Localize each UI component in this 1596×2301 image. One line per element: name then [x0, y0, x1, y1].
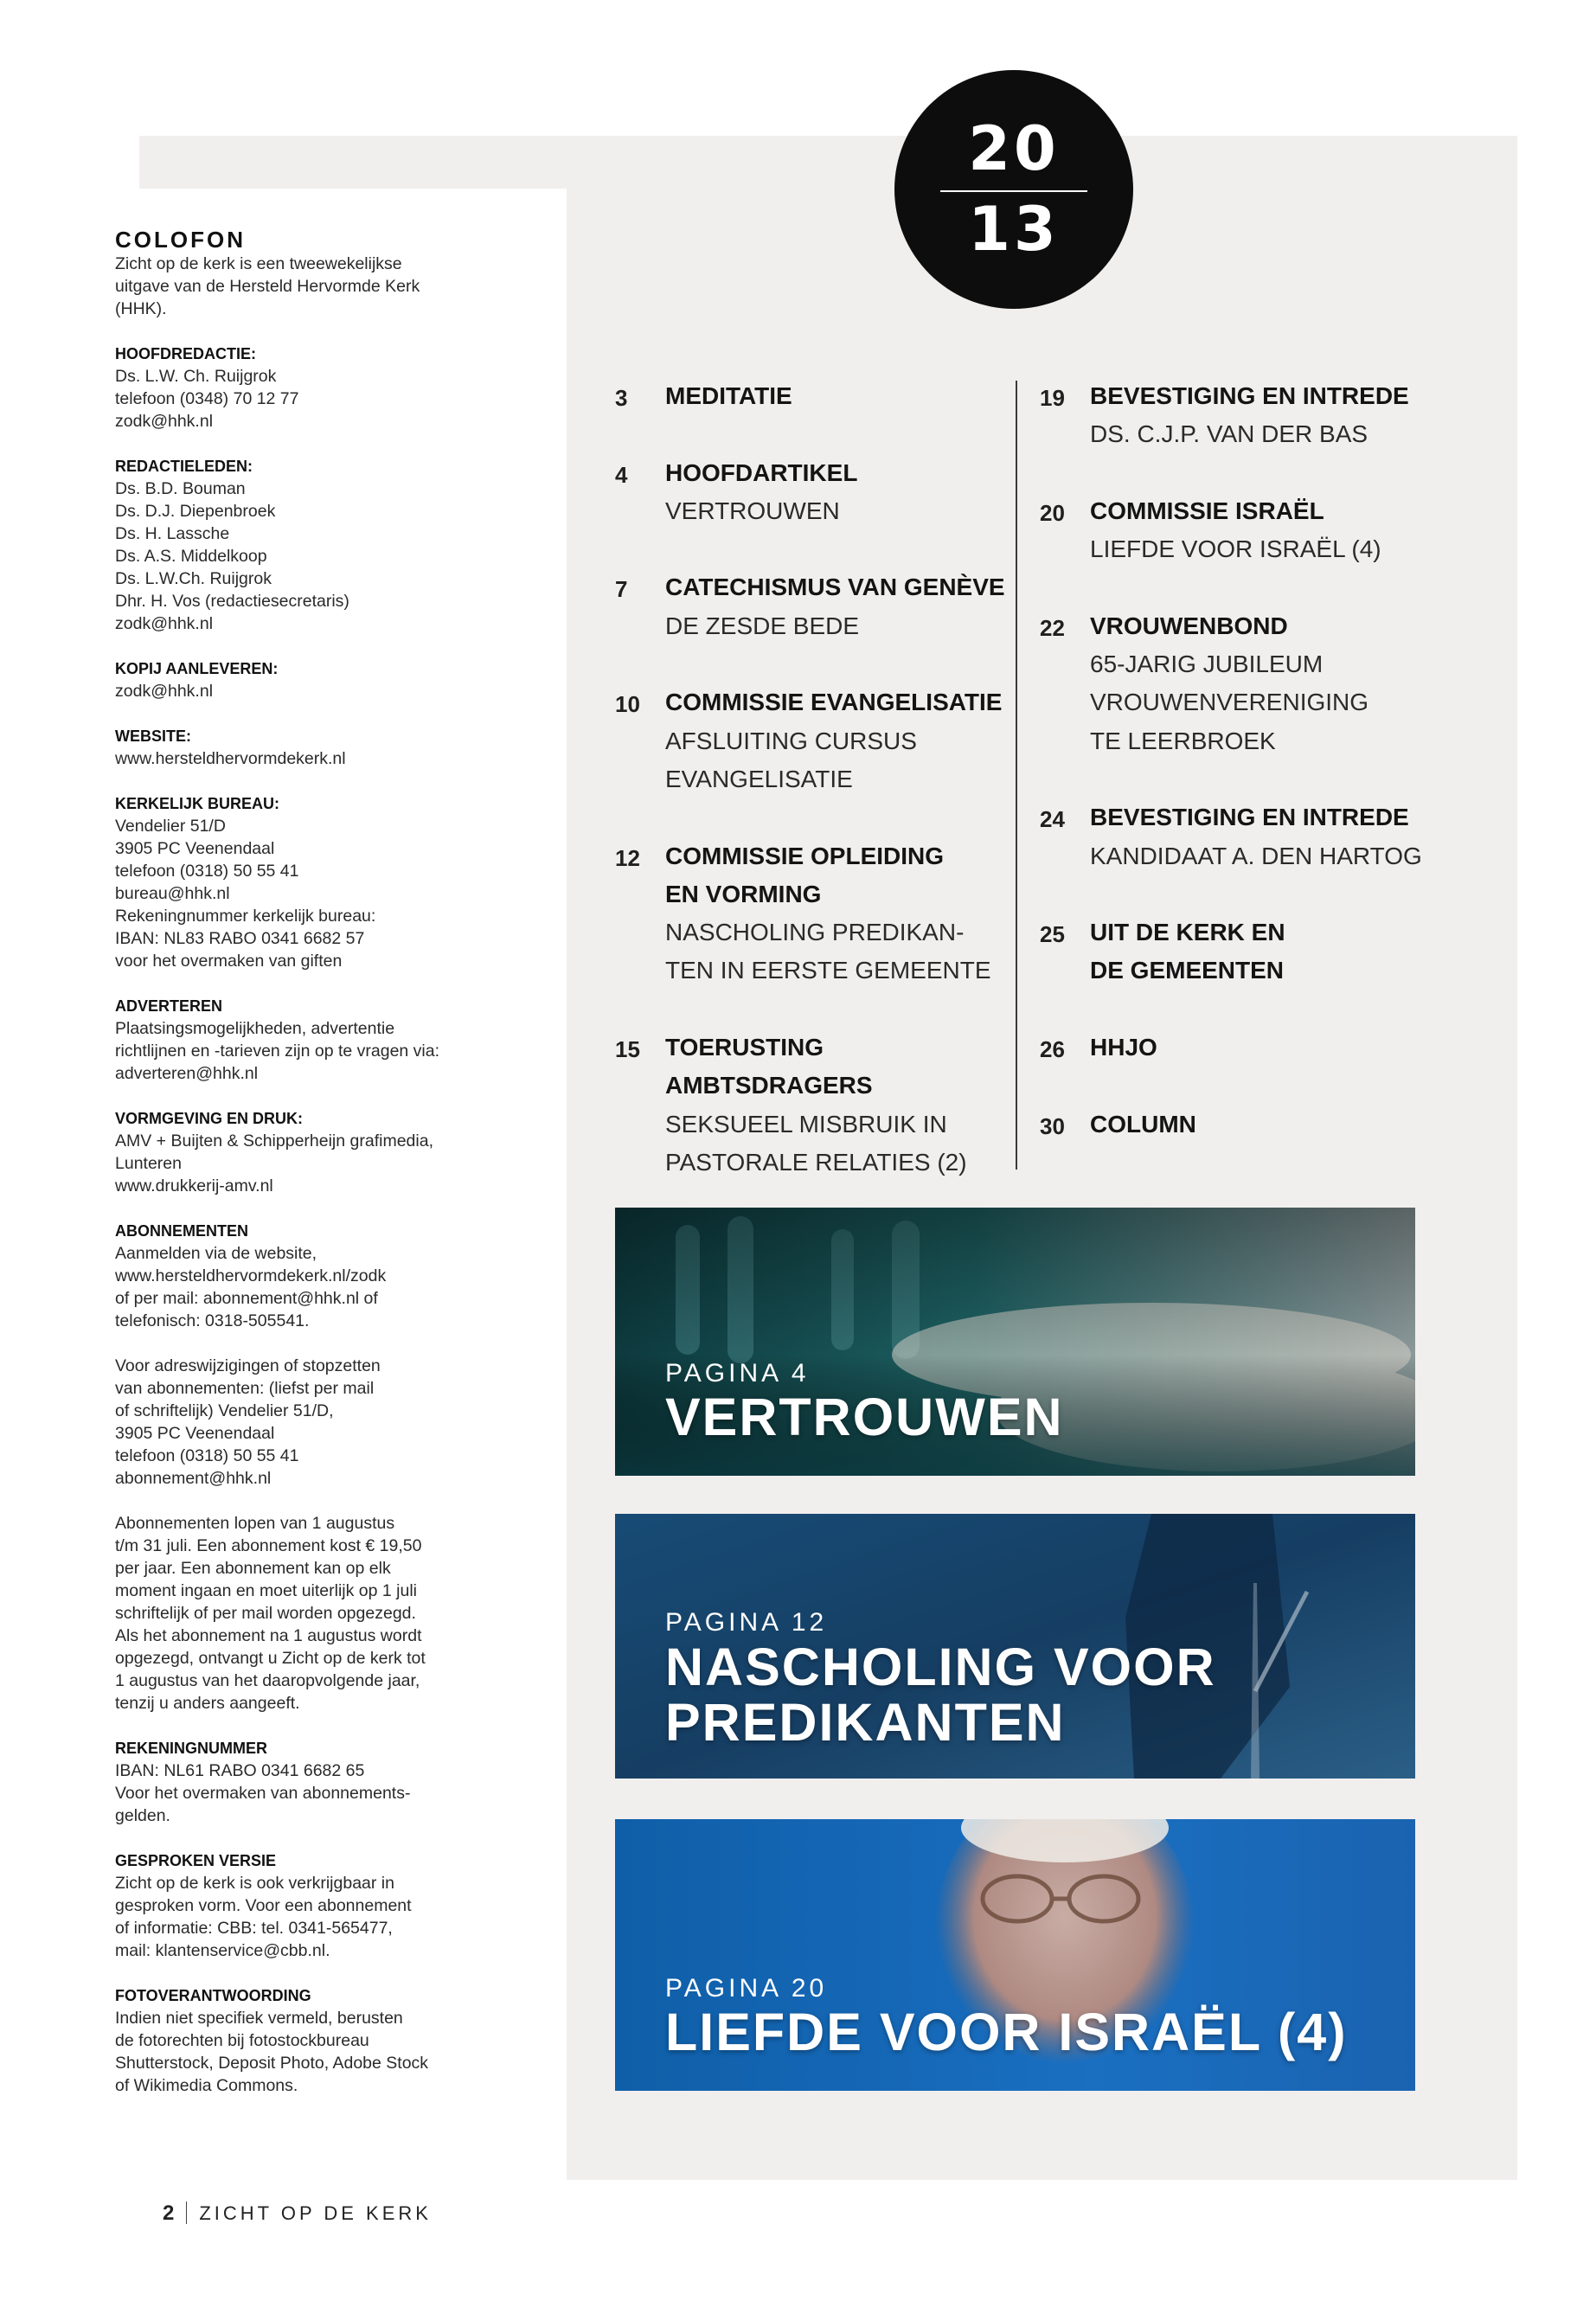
toc-title: TOERUSTING AMBTSDRAGERS [665, 1034, 873, 1099]
toc-entry[interactable] [1040, 492, 1429, 569]
toc-entry[interactable] [615, 454, 1013, 531]
toc-entry[interactable] [1040, 1029, 1429, 1067]
colofon-section [115, 1984, 487, 2097]
banner-page-label: PAGINA 12 [665, 1608, 828, 1637]
toc-left-column [615, 377, 1013, 1182]
colofon-section [115, 1512, 487, 1715]
colofon-sections [115, 343, 487, 2097]
colofon-section-text: Plaatsingsmogelijkheden, advertentie richtlijnen en -tarieven zijn op te vragen via: adverteren@hhk.nl [115, 1019, 440, 1083]
toc-page-number: 12 [615, 844, 640, 871]
toc-page-number: 22 [1040, 614, 1065, 641]
toc-entry[interactable] [615, 568, 1013, 645]
colofon-title: COLOFON [115, 227, 246, 253]
toc-subtitle: LIEFDE VOOR ISRAËL (4) [1090, 535, 1381, 563]
toc-title: HOOFDARTIKEL [665, 458, 858, 486]
banner-headline: LIEFDE VOOR ISRAËL (4) [665, 2003, 1348, 2061]
colofon-section-label: ABONNEMENTEN [115, 1222, 249, 1240]
toc-subtitle: NASCHOLING PREDIKAN- TEN IN EERSTE GEMEENTE [665, 919, 991, 984]
colofon-section [115, 1849, 487, 1962]
colofon-section [115, 1355, 487, 1490]
colofon-section [115, 455, 487, 635]
colofon-section-text: Ds. B.D. Bouman Ds. D.J. Diepenbroek Ds. H. Lassche Ds. A.S. Middelkoop Ds. L.W.Ch. Ruijgrok Dhr. H. Vos (redactiesecretaris) zodk@hhk.nl [115, 479, 349, 633]
colofon-section [115, 1220, 487, 1332]
toc-title: HHJO [1090, 1034, 1157, 1061]
toc-page-number: 19 [1040, 385, 1065, 411]
toc-page-number: 4 [615, 461, 628, 488]
toc-page-number: 30 [1040, 1112, 1065, 1139]
toc-page-number: 15 [615, 1036, 640, 1063]
toc-page-number: 24 [1040, 806, 1065, 833]
colofon-intro: Zicht op de kerk is een tweewekelijkse uitgave van de Hersteld Hervormde Kerk (HHK). [115, 254, 420, 318]
colofon-section-text: Indien niet specifiek vermeld, berusten de fotorechten bij fotostockbureau Shutterstock, Deposit Photo, Adobe Stock of Wikimedia Commons. [115, 2009, 429, 2095]
colofon-section-label: HOOFDREDACTIE: [115, 345, 256, 362]
toc-entry[interactable] [1040, 913, 1429, 990]
toc-title: MEDITATIE [665, 382, 792, 409]
colofon-section-label: REDACTIELEDEN: [115, 458, 253, 475]
toc-subtitle: KANDIDAAT A. DEN HARTOG [1090, 842, 1422, 869]
toc-title: UIT DE KERK EN DE GEMEENTEN [1090, 919, 1285, 984]
toc-page-number: 26 [1040, 1036, 1065, 1063]
toc-entry[interactable] [615, 1029, 1013, 1182]
banner-headline: VERTROUWEN [665, 1388, 1064, 1446]
banner-liefde-voor-israel[interactable] [615, 1819, 1415, 2091]
toc-title: COMMISSIE OPLEIDING EN VORMING [665, 842, 945, 907]
colofon-section-label: WEBSITE: [115, 727, 191, 745]
colofon-section-label: GESPROKEN VERSIE [115, 1852, 277, 1869]
toc-subtitle: VERTROUWEN [665, 497, 840, 524]
banner-nascholing[interactable] [615, 1514, 1415, 1779]
toc-subtitle: DS. C.J.P. VAN DER BAS [1090, 420, 1368, 448]
toc-subtitle: 65-JARIG JUBILEUM VROUWENVERENIGING TE LEERBROEK [1090, 651, 1369, 754]
colofon-section-text: Abonnementen lopen van 1 augustus t/m 31 juli. Een abonnement kost € 19,50 per jaar. Een abonnement kan op elk moment ingaan en moet uiterlijk op 1 juli schriftelijk of per mail worden opgezegd. Als het abonnement na 1 augustus wordt opgezegd, ontvangt u Zicht op de kerk tot 1 augustus van het daaropvolgende jaar, tenzij u anders aangeeft. [115, 1514, 426, 1713]
colofon-section-text: Vendelier 51/D 3905 PC Veenendaal telefoon (0318) 50 55 41 bureau@hhk.nl Rekeningnummer kerkelijk bureau: IBAN: NL83 RABO 0341 6682 57 voor het overmaken van giften [115, 817, 376, 971]
toc-page-number: 25 [1040, 921, 1065, 948]
year-badge [894, 70, 1133, 309]
colofon-section-label: KERKELIJK BUREAU: [115, 795, 280, 812]
toc-subtitle: AFSLUITING CURSUS EVANGELISATIE [665, 727, 917, 792]
colofon-section [115, 725, 487, 770]
colofon-section [115, 1737, 487, 1827]
banner-vertrouwen[interactable] [615, 1208, 1415, 1476]
colofon-section-text: IBAN: NL61 RABO 0341 6682 65 Voor het overmaken van abonnements- gelden. [115, 1761, 411, 1825]
colofon-section-label: VORMGEVING EN DRUK: [115, 1110, 304, 1127]
toc-title: COMMISSIE EVANGELISATIE [665, 689, 1003, 716]
colofon-section-text: Voor adreswijzigingen of stopzetten van abonnementen: (liefst per mail of schriftelijk) Vendelier 51/D, 3905 PC Veenendaal telefoon (0318) 50 55 41 abonnement@hhk.nl [115, 1356, 381, 1488]
colofon-section-text: Zicht op de kerk is ook verkrijgbaar in gesproken vorm. Voor een abonnement of informatie: CBB: tel. 0341-565477, mail: klantenservice@cbb.nl. [115, 1874, 412, 1960]
colofon-section-text: zodk@hhk.nl [115, 682, 214, 701]
toc-divider [1016, 381, 1017, 1170]
toc-title: COMMISSIE ISRAËL [1090, 497, 1324, 524]
toc-entry[interactable] [1040, 1106, 1429, 1144]
toc-entry[interactable] [1040, 377, 1429, 454]
banner-headline: NASCHOLING VOOR PREDIKANTEN [665, 1638, 1216, 1752]
toc-entry[interactable] [615, 837, 1013, 990]
banner-page-label: PAGINA 4 [665, 1359, 810, 1388]
colofon-section [115, 343, 487, 433]
toc-right-column [1040, 377, 1429, 1144]
toc-subtitle: DE ZESDE BEDE [665, 612, 860, 639]
toc-page-number: 7 [615, 576, 628, 603]
magazine-name: ZICHT OP DE KERK [199, 2202, 432, 2224]
toc-title: BEVESTIGING EN INTREDE [1090, 382, 1409, 409]
banner-page-label: PAGINA 20 [665, 1974, 828, 2003]
year-badge-top: 20 [968, 113, 1060, 184]
toc-page-number: 3 [615, 385, 628, 411]
year-badge-bottom: 13 [968, 194, 1060, 265]
colofon-section-text: AMV + Buijten & Schipperheijn grafimedia, Lunteren www.drukkerij-amv.nl [115, 1131, 433, 1195]
colofon-section-text: Aanmelden via de website, www.hersteldhervormdekerk.nl/zodk of per mail: abonnement@hhk.nl of telefonisch: 0318-505541. [115, 1244, 387, 1330]
colofon-section-text: Ds. L.W. Ch. Ruijgrok telefoon (0348) 70 12 77 zodk@hhk.nl [115, 367, 299, 431]
toc-subtitle: SEKSUEEL MISBRUIK IN PASTORALE RELATIES (2) [665, 1110, 967, 1176]
colofon-section [115, 657, 487, 702]
toc-title: COLUMN [1090, 1110, 1196, 1138]
toc-entry[interactable] [1040, 798, 1429, 875]
colofon-section-text: www.hersteldhervormdekerk.nl [115, 749, 346, 768]
toc-entry[interactable] [615, 377, 1013, 415]
year-badge-divider [940, 190, 1087, 192]
colofon-section-label: ADVERTEREN [115, 997, 223, 1015]
toc-entry[interactable] [615, 683, 1013, 798]
toc-page-number: 10 [615, 691, 640, 718]
toc-entry[interactable] [1040, 607, 1429, 760]
page-number: 2 [163, 2202, 175, 2225]
colofon-section [115, 995, 487, 1085]
colofon-section [115, 792, 487, 972]
toc-title: VROUWENBOND [1090, 612, 1288, 639]
toc-title: CATECHISMUS VAN GENÈVE [665, 574, 1005, 601]
colofon-section-label: REKENINGNUMMER [115, 1740, 268, 1757]
colofon-section-label: KOPIJ AANLEVEREN: [115, 660, 279, 677]
colofon-section [115, 1107, 487, 1197]
page-footer [163, 2202, 432, 2225]
toc-page-number: 20 [1040, 499, 1065, 526]
footer-separator [186, 2202, 187, 2224]
toc-title: BEVESTIGING EN INTREDE [1090, 804, 1409, 831]
colofon-section-label: FOTOVERANTWOORDING [115, 1987, 311, 2004]
colofon [115, 227, 487, 2097]
